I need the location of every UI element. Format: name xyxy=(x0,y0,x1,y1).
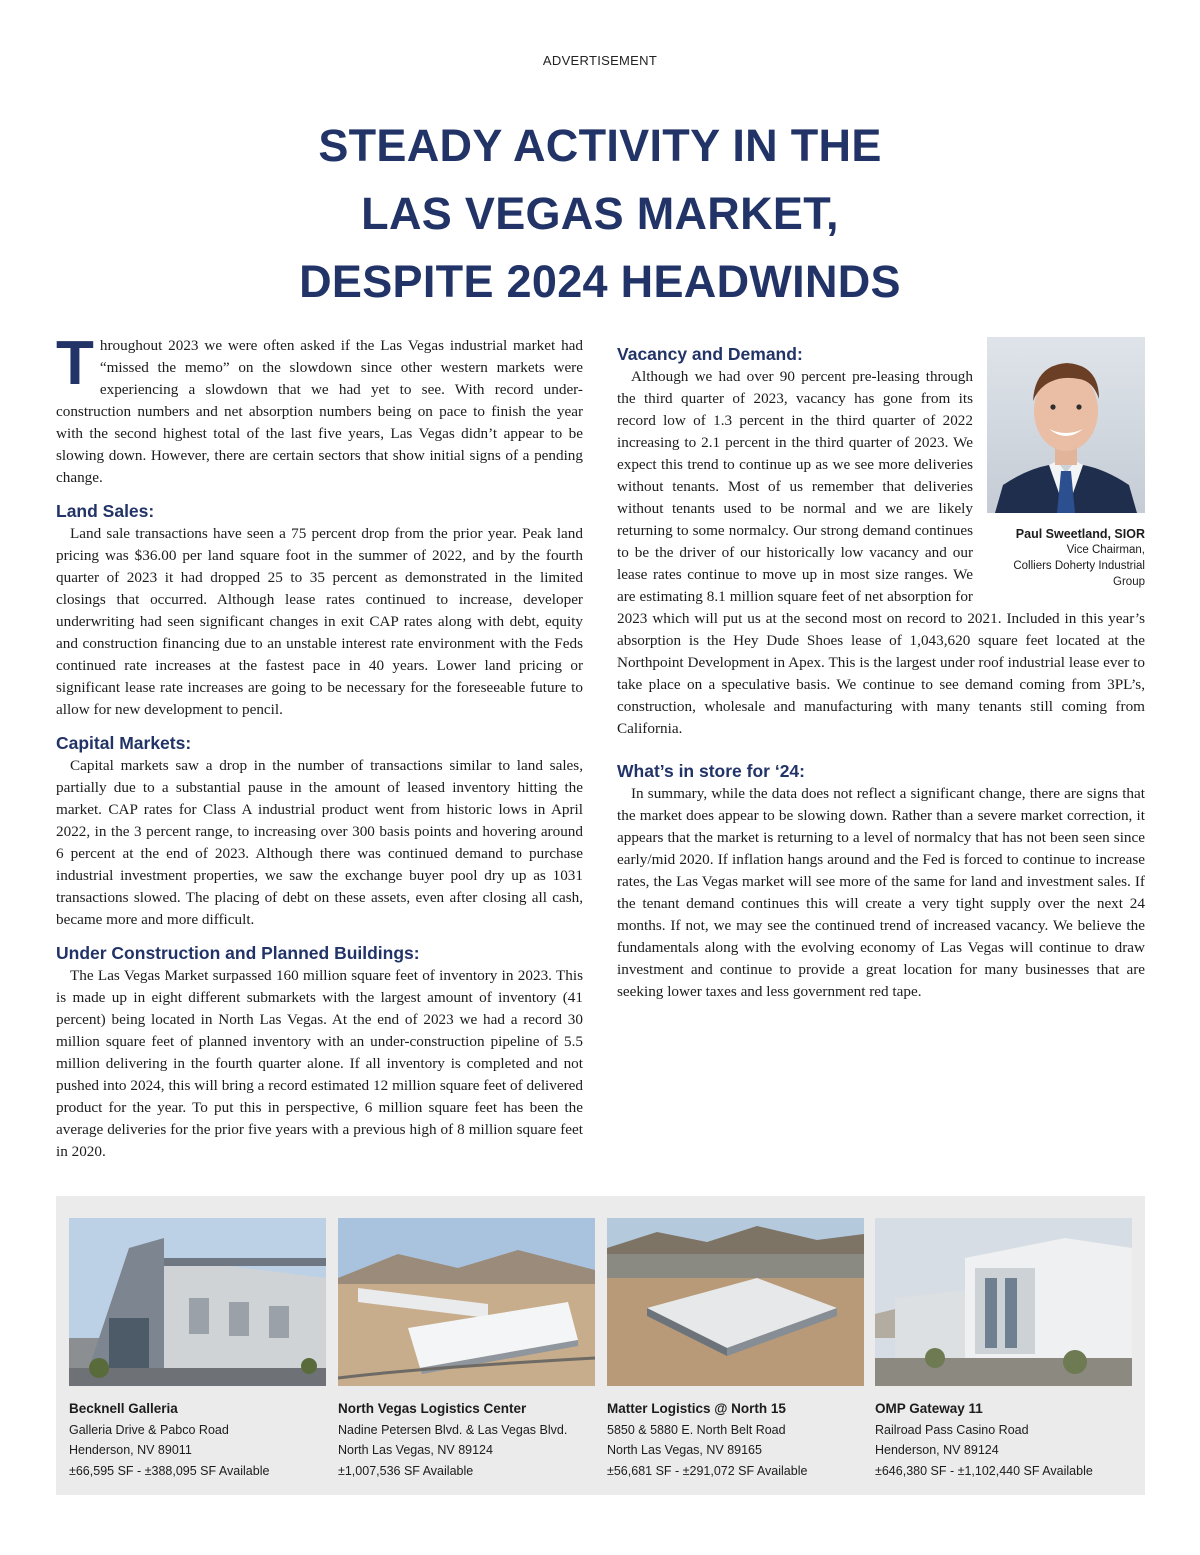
property-availability: ±1,007,536 SF Available xyxy=(338,1463,474,1478)
property-name: OMP Gateway 11 xyxy=(875,1401,983,1416)
property-info xyxy=(338,1399,595,1481)
intro-paragraph: Throughout 2023 we were often asked if the Las Vegas industrial market had “missed the memo” on the slowdown since other western markets were experiencing a slowdown that we had yet to see. With record under-construction numbers and net absorption numbers being on pace to finish the year with the second highest total of the last five years, Las Vegas didn’t appear to be slowing down. However, there are certain sectors that show initial signs of a pending change. xyxy=(56,329,583,486)
property-photo-omp xyxy=(875,1218,1132,1386)
under-construction-heading: Under Construction and Planned Buildings: xyxy=(56,943,420,963)
outlook-paragraph: In summary, while the data does not reflect a significant change, there are signs that the market does appear to be slowing down. Rather than a severe market correction, it appears that the market is returning to a level of normalcy that has not been seen since early/mid 2020. If inflation hangs around and the Fed is forced to continue to increase rates, the Las Vegas market will see more of the same for land and investment sales. If the tenant demand continues this will create a very tight supply over the next 24 months. If not, we may see the continued trend of increased vacancy. We believe the fundamentals along with the evolving economy of Las Vegas will continue to draw investment and continue to provide a great location for many businesses that are seeking lower taxes and less government red tape. xyxy=(617,785,1145,1000)
headline xyxy=(100,112,1100,316)
headline-line-2: LAS VEGAS MARKET, xyxy=(361,188,839,239)
property-availability: ±56,681 SF - ±291,072 SF Available xyxy=(607,1463,808,1478)
property-address: Nadine Petersen Blvd. & Las Vegas Blvd. xyxy=(338,1422,568,1437)
property-card xyxy=(607,1218,864,1481)
author-name: Paul Sweetland, SIOR xyxy=(1015,527,1145,541)
capital-markets-paragraph: Capital markets saw a drop in the number of transactions similar to land sales, partially due to a substantial pause in the amount of leased inventory hitting the market. CAP rates for Class A industrial product went from historic lows in April 2022, in the 3 percent range, to increasing over 300 basis points and hovering around 6 percent at the end of 2023. Although there was continued demand to purchase industrial investment properties, we saw the exchange buyer pool dry up as 1031 transactions slowed. The placing of debt on these assets, even after closing all cash, became more and more difficult. xyxy=(56,757,583,928)
property-card xyxy=(338,1218,595,1481)
property-photo-becknell xyxy=(69,1218,326,1386)
property-city: North Las Vegas, NV 89165 xyxy=(607,1443,762,1457)
under-construction-paragraph: The Las Vegas Market surpassed 160 million square feet of inventory in 2023. This is made up in eight different submarkets with the largest amount of inventory (41 percent) being located in North Las Vegas. At the end of 2023 we had a record 30 million square feet of planned inventory with an under-construction pipeline of 5.5 million delivering in the fourth quarter alone. If all inventory is completed and not pushed into 2024, this will bring a record estimated 12 million square feet of delivered product for the year. To put this in perspective, 6 million square feet has been the average deliveries for the prior five years with a previous high of 8 million square feet in 2020. xyxy=(56,967,583,1160)
vacancy-paragraph: Although we had over 90 percent pre-leasing through the third quarter of 2023, vacancy has gone from its record low of 1.3 percent in the third quarter of 2022 increasing to 2.1 percent in the third quarter of 2023. We expect this trend to continue up as we see more deliveries without tenants. Most of us remember that deliveries without tenants used to be normal and we are likely returning to some normalcy. Our strong demand continues to be the driver of our historically low vacancy and our lease rates continue to move up in most size ranges. We are estimating 8.1 million square feet of net absorption for 2023 which will put us at the second most on record to 2021. Included in this year’s absorption is the Hey Dude Shoes lease of 1,043,620 square feet located at the Northpoint Development in Apex. This is the largest under roof industrial lease ever to take place on a speculative basis. We continue to see demand coming from 3PL’s, construction, wholesale and manufacturing with many tenants still coming from California. xyxy=(617,368,1145,737)
property-address: Railroad Pass Casino Road xyxy=(875,1422,1029,1437)
property-photo-matter xyxy=(607,1218,864,1386)
author-title-line-3: Group xyxy=(1113,576,1145,588)
author-portrait xyxy=(987,337,1145,513)
article-column-left xyxy=(56,329,583,1163)
article-column-right xyxy=(617,335,1145,1003)
outlook-heading: What’s in store for ‘24: xyxy=(617,761,805,781)
property-info xyxy=(875,1399,1132,1481)
author-title-line-2: Colliers Doherty Industrial xyxy=(1013,560,1145,572)
property-city: North Las Vegas, NV 89124 xyxy=(338,1443,493,1457)
property-card xyxy=(875,1218,1132,1481)
vacancy-heading: Vacancy and Demand: xyxy=(617,344,803,364)
capital-markets-heading: Capital Markets: xyxy=(56,733,192,753)
property-city: Henderson, NV 89011 xyxy=(69,1443,192,1457)
property-availability: ±66,595 SF - ±388,095 SF Available xyxy=(69,1463,270,1478)
headline-line-1: STEADY ACTIVITY IN THE xyxy=(318,120,882,171)
author-block xyxy=(987,337,1145,590)
property-info xyxy=(607,1399,864,1481)
properties-panel xyxy=(56,1196,1145,1495)
land-sales-paragraph: Land sale transactions have seen a 75 percent drop from the prior year. Peak land pricing was $36.00 per land square foot in the summer of 2022, and by the fourth quarter of 2023 it had dropped 25 to 35 percent as demonstrated in the limited closings that occurred. Although lease rates continued to increase, developer underwriting had seen significant changes in exit CAP rates along with debt, equity and construction financing due to an unstable interest rate environment with the Feds continued rate increases at the fastest pace in 40 years. Lower land pricing or significant lease rate increases are going to be necessary for the foreseeable future to allow for new development to pencil. xyxy=(56,525,583,718)
author-caption xyxy=(987,526,1145,590)
property-photo-north-vegas xyxy=(338,1218,595,1386)
property-city: Henderson, NV 89124 xyxy=(875,1443,999,1457)
property-name: Becknell Galleria xyxy=(69,1401,178,1416)
advertisement-label: ADVERTISEMENT xyxy=(542,53,658,68)
author-title-line-1: Vice Chairman, xyxy=(1066,544,1145,556)
property-card xyxy=(69,1218,326,1481)
land-sales-heading: Land Sales: xyxy=(56,501,155,521)
property-availability: ±646,380 SF - ±1,102,440 SF Available xyxy=(875,1463,1093,1478)
headline-line-3: DESPITE 2024 HEADWINDS xyxy=(299,256,901,307)
property-address: Galleria Drive & Pabco Road xyxy=(69,1422,229,1437)
property-name: North Vegas Logistics Center xyxy=(338,1401,527,1416)
property-address: 5850 & 5880 E. North Belt Road xyxy=(607,1422,786,1437)
property-info xyxy=(69,1399,326,1481)
property-name: Matter Logistics @ North 15 xyxy=(607,1401,786,1416)
